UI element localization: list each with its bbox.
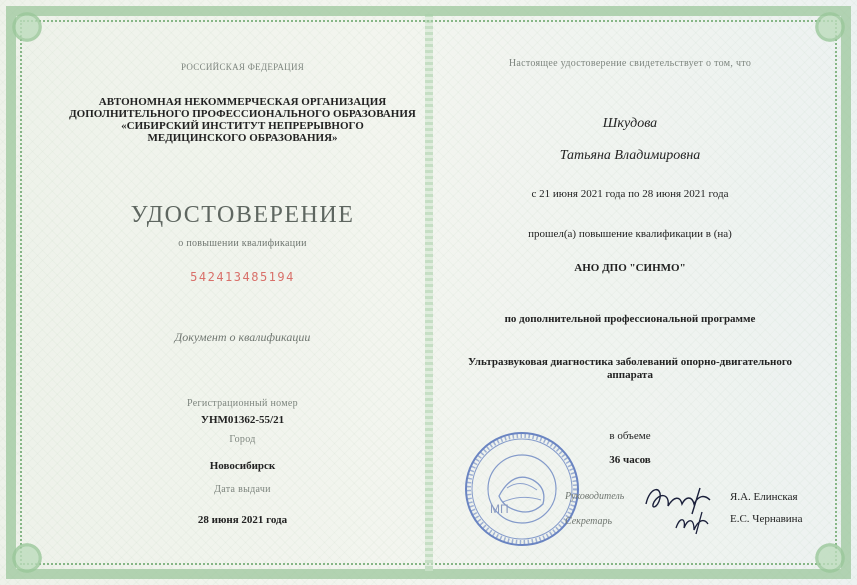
reg-number-label: Регистрационный номер (187, 398, 298, 409)
volume-label: в объеме (609, 430, 651, 442)
org-name (60, 96, 425, 144)
issue-date-label: Дата выдачи (214, 484, 271, 495)
org-line: «СИБИРСКИЙ ИНСТИТУТ НЕПРЕРЫВНОГО (121, 120, 364, 132)
program-line: Ультразвуковая диагностика заболеваний опорно-двигательного (467, 356, 793, 368)
volume-value: 36 часов (609, 454, 651, 466)
country-label: РОССИЙСКАЯ ФЕДЕРАЦИЯ (180, 62, 305, 72)
secretary-role-label: Секретарь (565, 516, 613, 527)
institution-seal-stamp (463, 430, 581, 548)
reg-number-value: УНМ01362-55/21 (200, 414, 285, 426)
city-label: Город (229, 434, 256, 445)
issue-date-value: 28 июня 2021 года (197, 514, 288, 526)
head-role-label: Руководитель (565, 491, 625, 502)
program-line: аппарата (607, 369, 653, 381)
stamp-place-mark: МП (490, 502, 509, 516)
org-line: МЕДИЦИНСКОГО ОБРАЗОВАНИЯ» (147, 132, 338, 144)
corner-ornament (807, 535, 853, 581)
org-line: ДОПОЛНИТЕЛЬНОГО ПРОФЕССИОНАЛЬНОГО ОБРАЗОВАНИЯ (69, 108, 416, 120)
recipient-given-names: Татьяна Владимировна (559, 148, 701, 163)
training-organization: АНО ДПО "СИНМО" (574, 262, 686, 274)
program-name (440, 356, 820, 382)
intro-text: Настоящее удостоверение свидетельствует о том, что (508, 58, 752, 69)
document-title: УДОСТОВЕРЕНИЕ (130, 202, 355, 228)
corner-ornament (4, 535, 50, 581)
head-name: Я.А. Елинская (730, 491, 798, 503)
secretary-name: Е.С. Чернавина (730, 513, 803, 525)
corner-ornament (4, 4, 50, 50)
passed-text: прошел(а) повышение квалификации в (на) (528, 228, 732, 240)
training-period: с 21 июня 2021 года по 28 июня 2021 года (531, 188, 729, 200)
center-fold-ornament (425, 14, 433, 571)
org-line: АВТОНОМНАЯ НЕКОММЕРЧЕСКАЯ ОРГАНИЗАЦИЯ (98, 96, 387, 108)
document-type: Документ о квалификации (174, 330, 311, 344)
document-subtitle: о повышении квалификации (178, 238, 307, 249)
recipient-surname: Шкудова (602, 116, 658, 131)
program-label: по дополнительной профессиональной программе (504, 313, 756, 325)
secretary-signature (670, 508, 720, 538)
city-value: Новосибирск (209, 460, 276, 472)
serial-number: 542413485194 (190, 270, 295, 284)
corner-ornament (807, 4, 853, 50)
